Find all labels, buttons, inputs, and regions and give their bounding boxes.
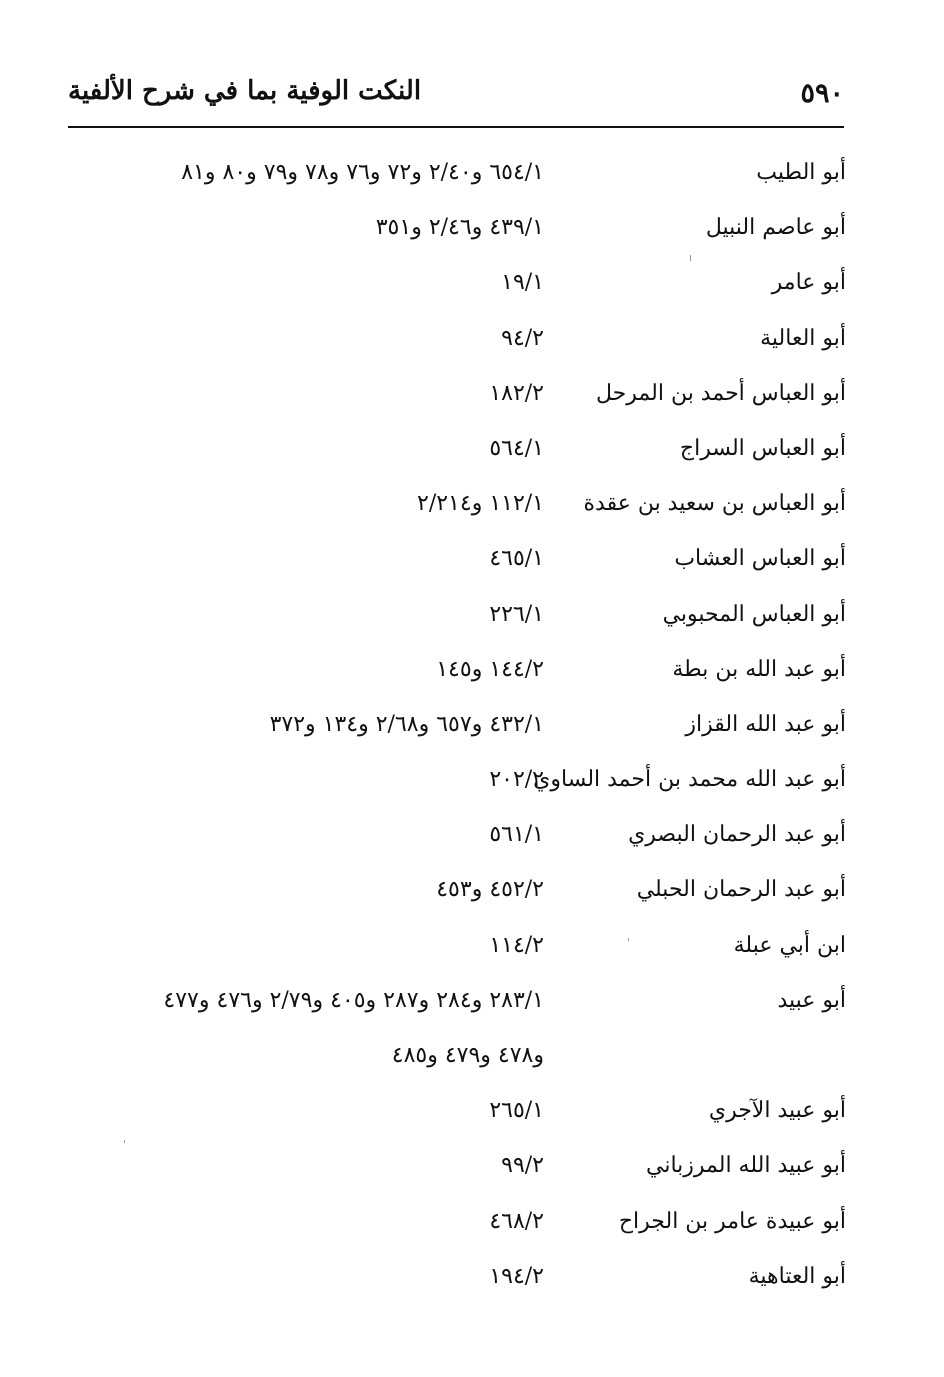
index-row xyxy=(40,1199,846,1254)
index-row xyxy=(40,536,846,591)
index-row xyxy=(40,978,846,1033)
entry-name: أبو العباس العشاب xyxy=(674,546,846,572)
index-row-continuation xyxy=(40,1033,846,1088)
entry-refs: ٢٠٢/٢ xyxy=(489,767,544,793)
index-row xyxy=(40,647,846,702)
index-row xyxy=(40,757,846,812)
entry-refs: ١١٤/٢ xyxy=(489,932,544,958)
entry-refs: ١٩٤/٢ xyxy=(489,1263,544,1289)
entry-name: ابن أبي عبلة xyxy=(733,932,846,958)
scan-speck xyxy=(124,1140,125,1143)
index-row xyxy=(40,812,846,867)
entry-refs: ٤٣٩/١ و٢/٤٦ و٣٥١ xyxy=(375,215,544,241)
entry-name: أبو عبد الله القزاز xyxy=(685,711,846,737)
entry-name: أبو عبد الله محمد بن أحمد الساوي xyxy=(533,767,846,793)
entry-refs: ٤٦٥/١ xyxy=(489,546,544,572)
book-title: النكت الوفية بما في شرح الألفية xyxy=(68,76,422,106)
entry-name: أبو عبد الرحمان الحبلي xyxy=(636,877,846,903)
entry-name: أبو العتاهية xyxy=(748,1263,846,1289)
index-list xyxy=(40,150,846,1309)
entry-name: أبو عبيد الله المرزباني xyxy=(645,1153,846,1179)
index-row xyxy=(40,592,846,647)
index-row xyxy=(40,923,846,978)
entry-name: أبو الطيب xyxy=(756,160,846,185)
index-row xyxy=(40,1088,846,1143)
scan-speck xyxy=(690,255,691,261)
entry-refs: ١١٢/١ و٢/٢١٤ xyxy=(417,491,544,517)
index-row xyxy=(40,702,846,757)
running-header xyxy=(68,70,844,128)
entry-refs: ٤٦٨/٢ xyxy=(489,1208,544,1234)
entry-refs: ٥٦١/١ xyxy=(489,822,544,848)
index-row xyxy=(40,426,846,481)
page-number: ٥٩٠ xyxy=(800,78,844,109)
entry-name: أبو العباس السراج xyxy=(679,435,846,461)
entry-refs: ٦٥٤/١ و٢/٤٠ و٧٢ و٧٦ و٧٨ و٧٩ و٨٠ و٨١ xyxy=(181,160,544,185)
index-row xyxy=(40,1143,846,1198)
entry-refs: ٢٨٣/١ و٢٨٤ و٢٨٧ و٤٠٥ و٢/٧٩ و٤٧٦ و٤٧٧ xyxy=(163,987,544,1013)
index-row xyxy=(40,371,846,426)
index-row xyxy=(40,150,846,205)
entry-refs: ٩٩/٢ xyxy=(501,1153,544,1179)
entry-name: أبو العباس المحبوبي xyxy=(662,601,846,627)
entry-name: أبو العباس أحمد بن المرحل xyxy=(596,380,846,406)
entry-name: أبو عبيد الآجري xyxy=(708,1098,846,1124)
index-row xyxy=(40,1254,846,1309)
index-row xyxy=(40,316,846,371)
entry-refs: ٢٦٥/١ xyxy=(489,1098,544,1124)
entry-refs: ٤٣٢/١ و٦٥٧ و٢/٦٨ و١٣٤ و٣٧٢ xyxy=(269,711,544,737)
entry-name: أبو عامر xyxy=(771,270,846,296)
index-row xyxy=(40,260,846,315)
entry-refs: ٢٢٦/١ xyxy=(489,601,544,627)
index-row xyxy=(40,205,846,260)
entry-refs: ٤٥٢/٢ و٤٥٣ xyxy=(436,877,544,903)
entry-name: أبو العالية xyxy=(760,325,846,351)
scan-speck xyxy=(628,938,629,941)
entry-refs: ١٨٢/٢ xyxy=(489,380,544,406)
entry-name: أبو عبد الله بن بطة xyxy=(672,656,846,682)
entry-refs: ٥٦٤/١ xyxy=(489,435,544,461)
entry-refs: و٤٧٨ و٤٧٩ و٤٨٥ xyxy=(391,1043,544,1068)
entry-refs: ٩٤/٢ xyxy=(501,325,544,351)
entry-name: أبو العباس بن سعيد بن عقدة xyxy=(583,491,846,517)
index-row xyxy=(40,867,846,922)
index-row xyxy=(40,481,846,536)
entry-name: أبو عاصم النبيل xyxy=(705,215,846,241)
entry-refs: ١٩/١ xyxy=(501,270,544,296)
entry-name: أبو عبد الرحمان البصري xyxy=(628,822,846,848)
entry-name: أبو عبيدة عامر بن الجراح xyxy=(618,1208,846,1234)
entry-name: أبو عبيد xyxy=(777,987,846,1013)
entry-refs: ١٤٤/٢ و١٤٥ xyxy=(436,656,544,682)
